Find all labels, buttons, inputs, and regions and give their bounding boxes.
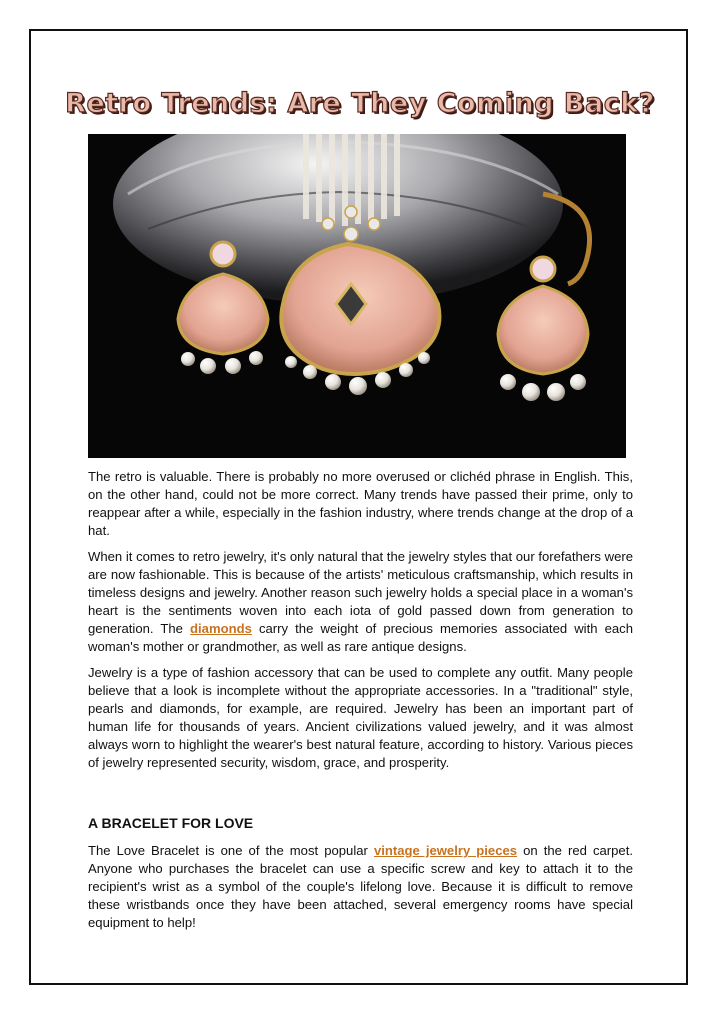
paragraph-3: Jewelry is a type of fashion accessory that can be used to complete any outfit. Many people believe that a look is incomplete without the appropriate accessories. In a "traditional" style, pearls and diamonds, for example, are required. Jewelry has been an important part of human life for thousands of years. Ancient civilizations valued jewelry, and it was almost always worn to highlight the wearer's best natural feature, according to history. Various pieces of jewelry represented security, wisdom, grace, and prosperity.	[88, 665, 633, 770]
jewelry-photo	[88, 134, 626, 458]
paragraph-4: The Love Bracelet is one of the most popular vintage jewelry pieces on the red carpet. Anyone who purchases the bracelet can use a specific screw and key to attach it to the recipient's wrist as a symbol of the couple's lifelong love. Because it is difficult to remove these wristbands once they have been attached, several emergency rooms have special equipment to help!	[88, 843, 633, 930]
page-title: Retro Trends: Are They Coming Back?	[65, 88, 655, 119]
vintage-jewelry-link[interactable]: vintage jewelry pieces	[373, 843, 518, 858]
section-heading: A BRACELET FOR LOVE	[88, 815, 254, 831]
diamonds-link[interactable]: diamonds	[190, 621, 252, 636]
paragraph-2: When it comes to retro jewelry, it's only natural that the jewelry styles that our forefathers were are now fashionable. This is because of the artists' meticulous craftsmanship, which results in timeless designs and jewelry. Another reason such jewelry holds a special place in a woman's heart is the sentiments woven into each iota of gold passed down from generation to generation. The diamonds carry the weight of precious memories associated with each woman's mother or grandmother, as well as rare antique designs.	[88, 549, 633, 654]
paragraph-1: The retro is valuable. There is probably no more overused or clichéd phrase in English. This, on the other hand, could not be more correct. Many trends have passed their prime, only to reappear after a while, especially in the fashion industry, where trends change at the drop of a hat.	[88, 469, 633, 538]
article-body	[88, 468, 633, 940]
